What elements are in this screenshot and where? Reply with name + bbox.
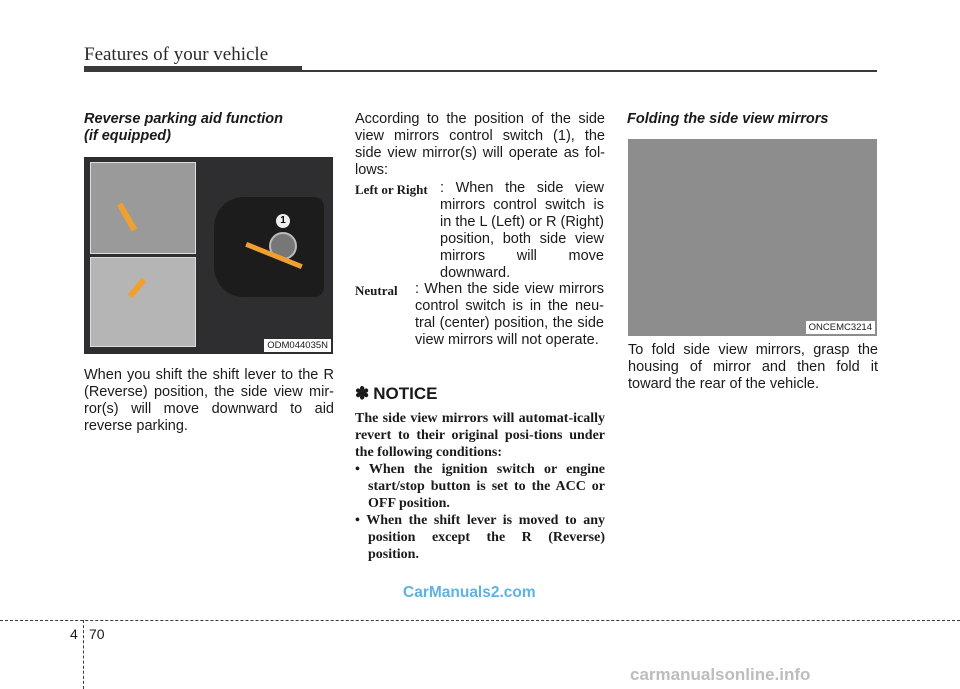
notice-body: The side view mirrors will automat-ically revert to their original posi-tions under the following conditions: [355, 411, 605, 460]
reverse-parking-paragraph: When you shift the shift lever to the R (Reverse) position, the side view mir-ror(s) will move downward to aid reverse parking. [84, 367, 334, 434]
shift-lever-inset [90, 162, 196, 254]
site-watermark: carmanualsonline.info [630, 665, 811, 684]
watermark-link[interactable]: CarManuals2.com [403, 584, 536, 601]
image-code-label: ODM044035N [264, 339, 331, 352]
notice-title [355, 384, 437, 404]
mirror-inset [90, 257, 196, 347]
notice-title-text: NOTICE [373, 384, 438, 403]
header-rule-thick [84, 66, 302, 72]
section-heading-folding-mirrors: Folding the side view mirrors [627, 111, 829, 127]
definition-desc-left-right: : When the side view mirrors control switch is in the L (Left) or R (Right) position, both side view mirrors will move downward. [440, 180, 604, 281]
notice-star-icon: ✽ [355, 384, 370, 403]
heading-line-2: (if equipped) [84, 128, 171, 144]
folding-mirrors-paragraph: To fold side view mirrors, grasp the housing of mirror and then fold it toward the rear of the vehicle. [628, 342, 878, 392]
footer-rule [0, 620, 960, 621]
folding-mirror-photo [628, 139, 877, 336]
page-number: 70 [89, 626, 105, 642]
chapter-number: 4 [70, 626, 78, 642]
heading-line-1: Reverse parking aid function [84, 111, 284, 127]
section-heading-reverse-parking [84, 111, 344, 145]
footer-vertical-rule [83, 620, 84, 689]
notice-list-item: • When the ignition switch or engine start/stop button is set to the ACC or OFF position. [355, 462, 605, 511]
definition-term-left-right: Left or Right [355, 182, 428, 197]
definition-desc-neutral: : When the side view mirrors control switch is in the neu-tral (center) position, the side view mirrors will not operate. [415, 281, 604, 348]
callout-marker: 1 [276, 214, 290, 228]
header-rule-thin [302, 70, 877, 72]
reverse-parking-photo [84, 157, 333, 354]
page-header-title: Features of your vehicle [84, 44, 269, 65]
notice-list-item: • When the shift lever is moved to any position except the R (Reverse) position. [355, 513, 605, 562]
switch-position-intro: According to the position of the side view mirrors control switch (1), the side view mirror(s) will operate as fol-lows: [355, 111, 605, 178]
definition-term-neutral: Neutral [355, 283, 398, 298]
image-code-label: ONCEMC3214 [806, 321, 875, 334]
